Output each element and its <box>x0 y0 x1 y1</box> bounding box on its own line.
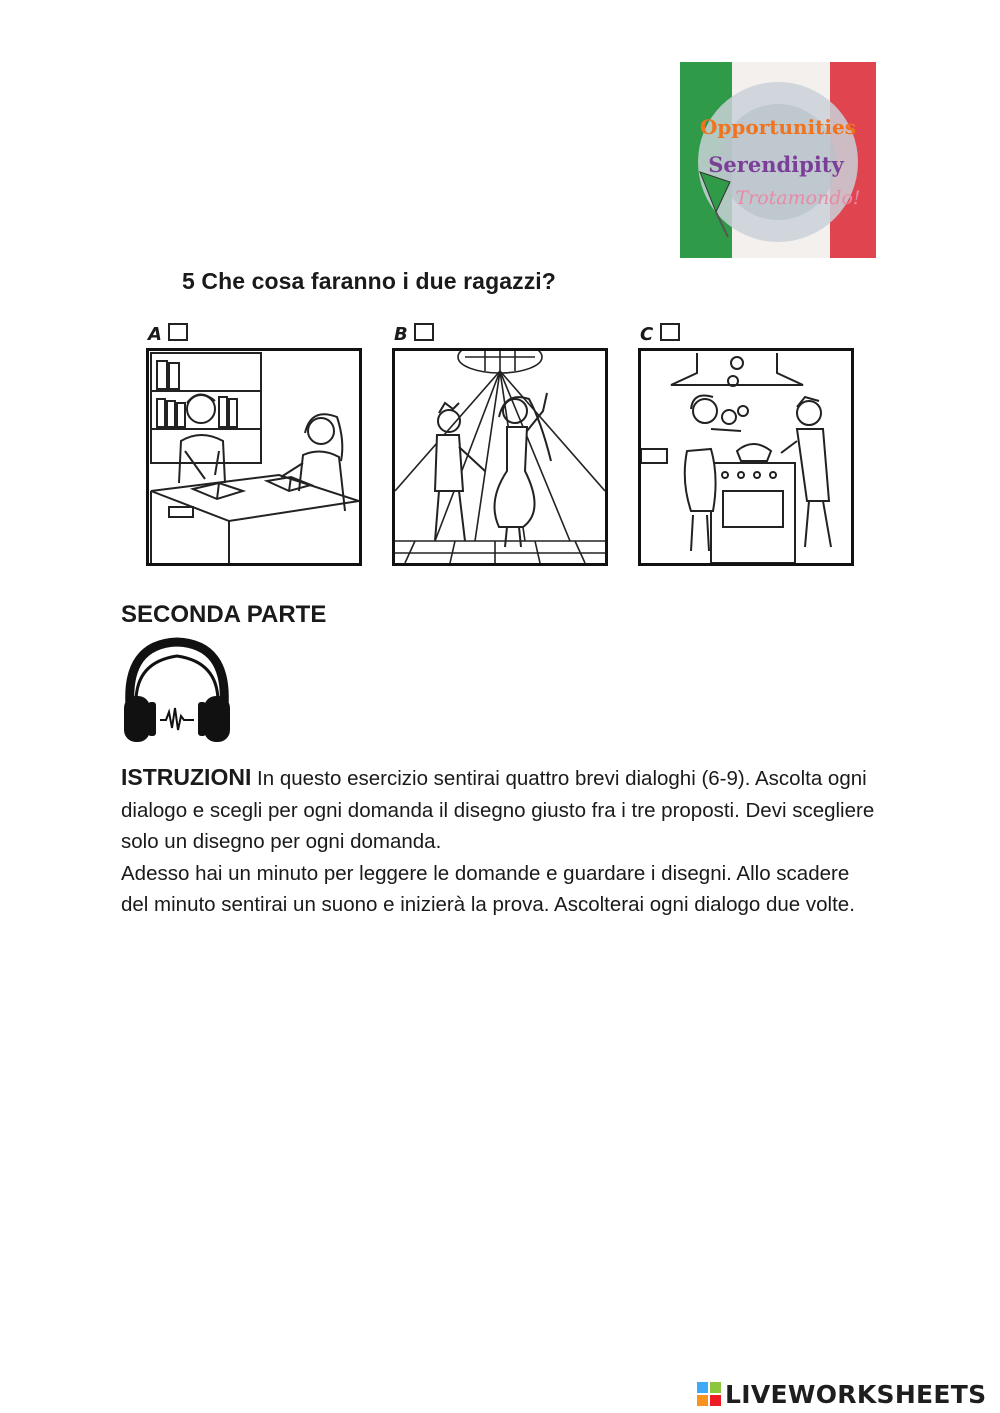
option-b-letter: B <box>394 324 408 345</box>
section-title: SECONDA PARTE <box>121 601 327 628</box>
headphones-icon <box>118 636 236 746</box>
logo-line1: Opportunities <box>699 115 857 139</box>
watermark <box>697 1376 986 1412</box>
option-a <box>146 318 362 566</box>
instructions-text: In questo esercizio sentirai quattro brevi dialoghi (6-9). Ascolta ogni dialogo e scegli per ogni domanda il disegno giusto fra i tre proposti. Devi scegliere solo un disegno per ogni domanda. <box>121 767 875 853</box>
option-b-checkbox[interactable] <box>414 323 434 341</box>
liveworksheets-logo-icon <box>697 1382 721 1406</box>
option-a-checkbox[interactable] <box>168 323 188 341</box>
option-c <box>638 318 854 566</box>
option-c-checkbox[interactable] <box>660 323 680 341</box>
option-c-letter: C <box>640 324 654 345</box>
watermark-text: LIVEWORKSHEETS <box>725 1379 987 1409</box>
instructions <box>121 762 881 921</box>
option-a-letter: A <box>148 324 162 345</box>
logo-line3: Trotamondo! <box>735 187 861 209</box>
instructions-text-2: Adesso hai un minuto per leggere le domande e guardare i disegni. Allo scadere del minuto sentirai un suono e inizierà la prova. Ascolterai ogni dialogo due volte. <box>121 861 855 916</box>
logo-line2: Serendipity <box>708 152 844 177</box>
option-b <box>392 318 608 566</box>
logo <box>680 62 876 258</box>
option-c-image <box>638 348 854 566</box>
question-title: 5 Che cosa faranno i due ragazzi? <box>182 268 556 294</box>
instructions-label: ISTRUZIONI <box>121 764 252 790</box>
option-a-image <box>146 348 362 566</box>
option-b-image <box>392 348 608 566</box>
